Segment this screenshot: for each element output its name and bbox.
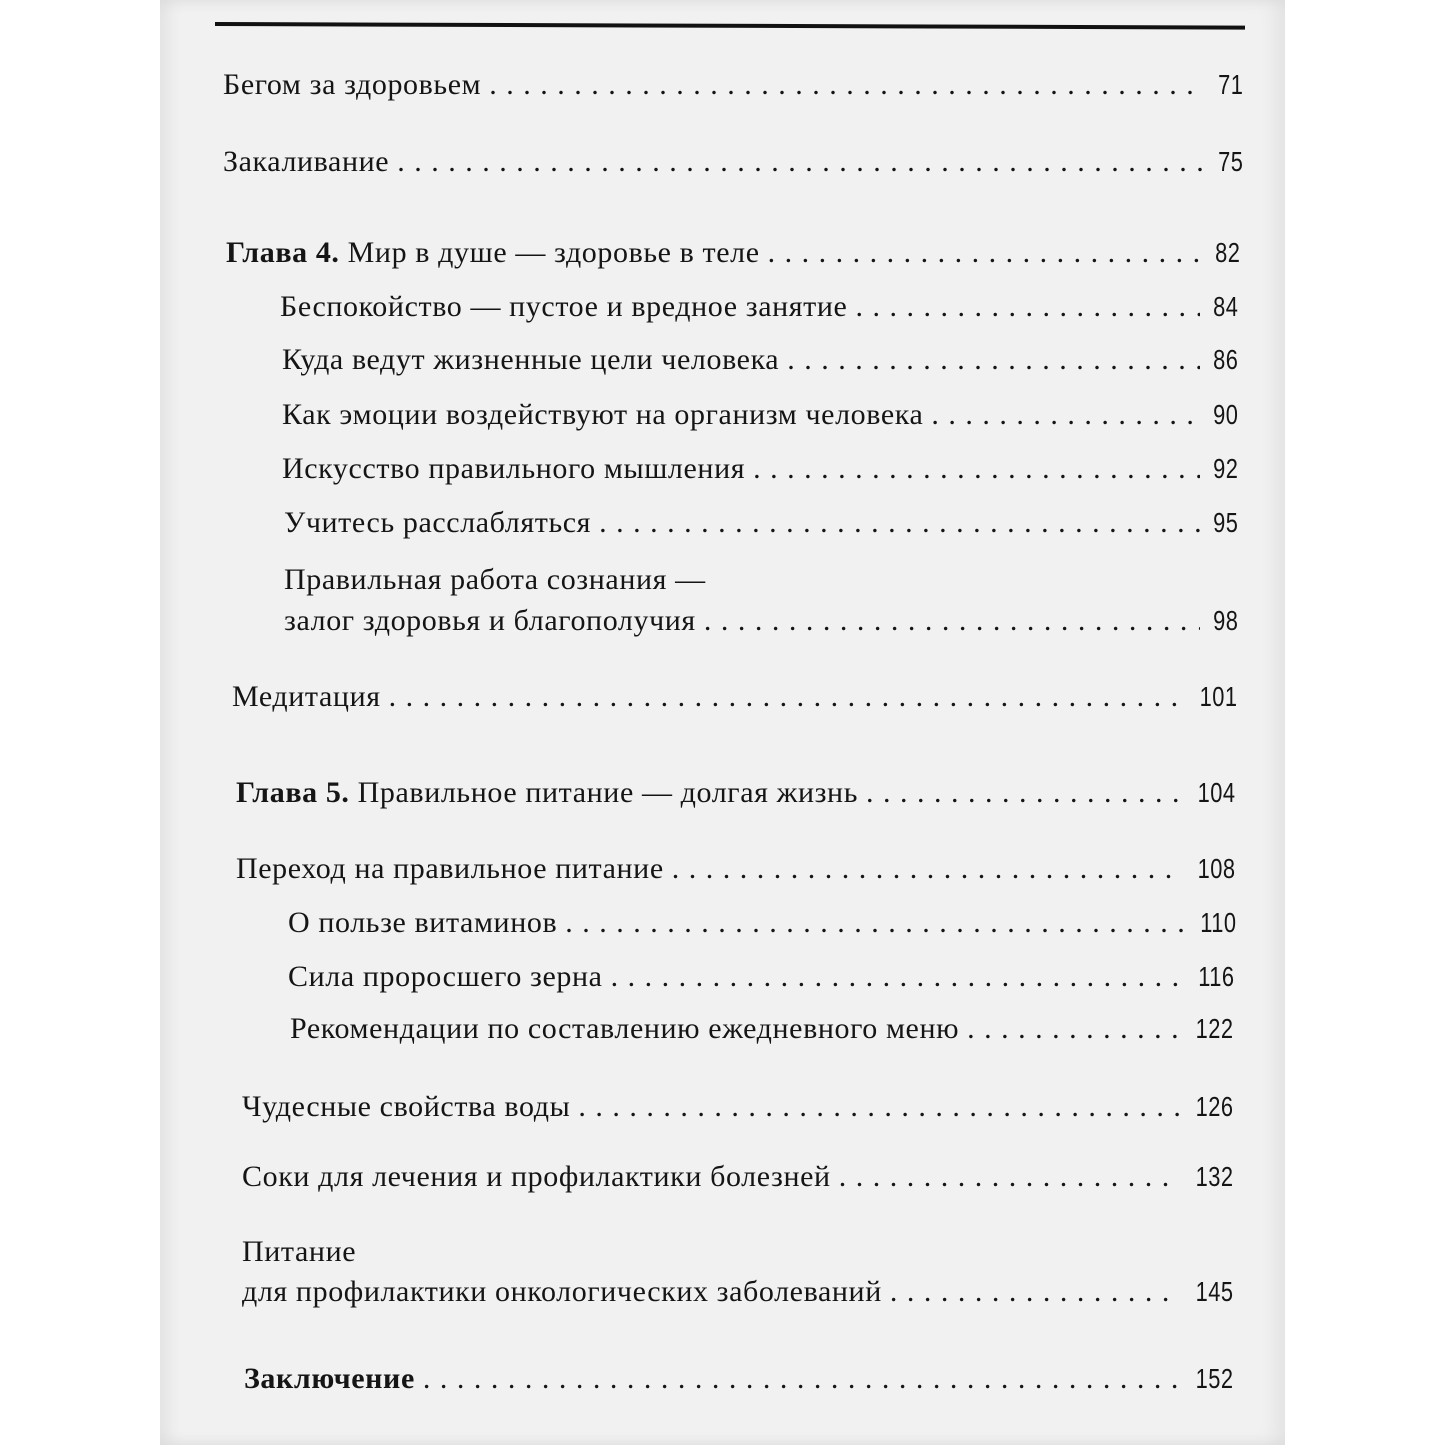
toc-entry	[290, 1012, 1234, 1046]
top-rule	[215, 22, 1245, 30]
toc-entry	[244, 1362, 1234, 1396]
toc-entry	[282, 343, 1238, 377]
toc-leader	[931, 398, 1199, 432]
toc-entry-page: 86	[1212, 344, 1238, 375]
chapter-prefix: Глава 5.	[236, 776, 350, 809]
toc-entry-title: для профилактики онкологических заболеваний	[242, 1275, 882, 1308]
toc-entry-title-line1: Питание	[242, 1235, 357, 1268]
toc-leader	[866, 776, 1181, 810]
toc-leader	[599, 506, 1200, 540]
toc-leader	[423, 1362, 1180, 1396]
toc-entry-page: 152	[1196, 1363, 1234, 1394]
toc-entry-page: 126	[1196, 1091, 1234, 1122]
toc-entry-page: 95	[1212, 507, 1238, 538]
toc-entry	[282, 398, 1238, 432]
toc-entry	[284, 604, 1238, 638]
chapter-prefix: Глава 4.	[226, 236, 340, 269]
toc-entry	[236, 852, 1236, 886]
toc-chapter-entry	[236, 776, 1236, 810]
toc-entry-page: 110	[1199, 907, 1236, 938]
toc-entry	[280, 290, 1238, 324]
toc-entry-title: Рекомендации по составлению ежедневного меню	[290, 1012, 960, 1045]
toc-leader	[768, 236, 1202, 270]
chapter-title: Правильное питание — долгая жизнь	[357, 776, 858, 809]
toc-entry	[223, 145, 1243, 179]
toc-leader	[397, 145, 1204, 179]
toc-entry-title: Бегом за здоровьем	[223, 68, 482, 101]
toc-entry-title: Учитесь расслабляться	[284, 506, 592, 539]
toc-entry	[242, 1160, 1234, 1194]
toc-entry	[288, 906, 1236, 940]
closing-title: Заключение	[244, 1362, 415, 1395]
toc-entry-title	[244, 1362, 415, 1396]
toc-entry-title: Соки для лечения и профилактики болезней	[242, 1160, 831, 1193]
toc-leader	[839, 1160, 1180, 1194]
toc-entry-page: 116	[1197, 961, 1234, 992]
toc-leader	[611, 960, 1182, 994]
toc-entry-page: 101	[1200, 681, 1238, 712]
toc-entry-title: залог здоровья и благополучия	[284, 604, 696, 637]
toc-chapter-entry	[226, 236, 1240, 270]
toc-leader	[578, 1090, 1179, 1124]
toc-entry-page: 132	[1196, 1161, 1234, 1192]
toc-entry-title: О пользе витаминов	[288, 906, 558, 939]
toc-entry	[284, 506, 1238, 540]
toc-entry-page: 98	[1212, 605, 1238, 636]
toc-entry-page: 122	[1196, 1013, 1234, 1044]
toc-leader	[389, 680, 1184, 714]
toc-entry-title-line1: Правильная работа сознания —	[284, 563, 706, 596]
toc-entry-title: Переход на правильное питание	[236, 852, 664, 885]
toc-leader	[787, 343, 1199, 377]
toc-entry-title: Беспокойство — пустое и вредное занятие	[280, 290, 848, 323]
toc-entry	[282, 452, 1238, 486]
toc-entry-page: 104	[1198, 777, 1236, 808]
toc-leader	[855, 290, 1199, 324]
toc-entry-title: Куда ведут жизненные цели человека	[282, 343, 780, 376]
toc-entry-title	[226, 236, 760, 270]
toc-entry-page: 75	[1217, 146, 1243, 177]
chapter-title: Мир в душе — здоровье в теле	[347, 236, 760, 269]
book-page	[160, 0, 1285, 1445]
toc-leader	[489, 68, 1204, 102]
toc-entry-title: Искусство правильного мышления	[282, 452, 746, 485]
toc-leader	[967, 1012, 1179, 1046]
toc-leader	[704, 604, 1200, 638]
toc-entry	[242, 1275, 1234, 1309]
toc-entry	[232, 680, 1238, 714]
toc-entry-page: 108	[1198, 853, 1236, 884]
toc-entry	[242, 1090, 1234, 1124]
toc-leader	[753, 452, 1200, 486]
toc-entry-page: 145	[1196, 1276, 1234, 1307]
toc-leader	[890, 1275, 1180, 1309]
toc-entry-page: 84	[1212, 291, 1238, 322]
toc-entry	[223, 68, 1243, 102]
toc-entry-page: 71	[1217, 69, 1243, 100]
toc-entry-page: 90	[1212, 399, 1238, 430]
toc-entry-title: Закаливание	[223, 145, 390, 178]
toc-entry-title: Чудесные свойства воды	[242, 1090, 571, 1123]
toc-entry-title: Сила проросшего зерна	[288, 960, 603, 993]
toc-entry-page: 82	[1214, 237, 1240, 268]
toc-entry-title	[236, 776, 858, 810]
toc-entry-title: Как эмоции воздействуют на организм человека	[282, 398, 924, 431]
toc-entry	[288, 960, 1234, 994]
toc-entry-page: 92	[1212, 453, 1238, 484]
toc-entry-title: Медитация	[232, 680, 381, 713]
toc-leader	[672, 852, 1182, 886]
toc-leader	[565, 906, 1183, 940]
